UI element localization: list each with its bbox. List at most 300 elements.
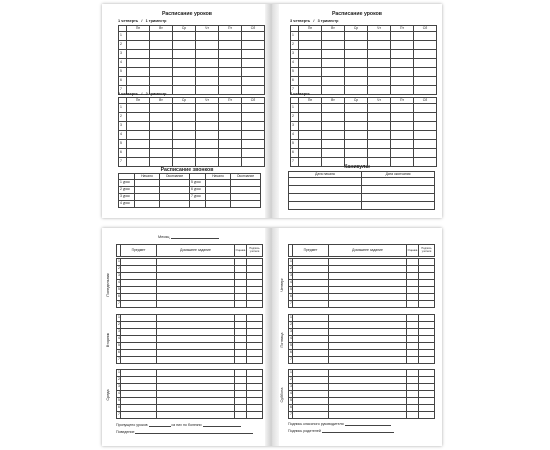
timetable-cell[interactable] [150,59,173,68]
holiday-date-cell[interactable] [289,178,362,186]
subject-cell[interactable] [121,273,157,280]
timetable-cell[interactable] [242,131,265,140]
timetable-cell[interactable] [299,59,322,68]
timetable-cell[interactable] [345,50,368,59]
homework-cell[interactable] [329,259,407,266]
timetable-cell[interactable] [322,149,345,158]
signature-cell[interactable] [419,266,435,273]
timetable-cell[interactable] [414,86,437,95]
signature-cell[interactable] [247,322,263,329]
signature-cell[interactable] [419,391,435,398]
grade-cell[interactable] [407,384,419,391]
timetable-cell[interactable] [322,131,345,140]
subject-cell[interactable] [293,315,329,322]
holiday-date-cell[interactable] [362,202,435,210]
homework-cell[interactable] [329,301,407,308]
signature-cell[interactable] [419,384,435,391]
timetable-cell[interactable] [368,68,391,77]
timetable-cell[interactable] [173,104,196,113]
timetable-cell[interactable] [345,122,368,131]
grade-cell[interactable] [235,287,247,294]
homework-cell[interactable] [329,287,407,294]
timetable-cell[interactable] [322,122,345,131]
grade-cell[interactable] [235,294,247,301]
timetable-cell[interactable] [219,86,242,95]
grade-cell[interactable] [407,280,419,287]
timetable-cell[interactable] [322,41,345,50]
grade-cell[interactable] [407,350,419,357]
subject-cell[interactable] [293,384,329,391]
timetable-cell[interactable] [173,140,196,149]
subject-cell[interactable] [121,405,157,412]
timetable-cell[interactable] [414,59,437,68]
grade-cell[interactable] [235,336,247,343]
timetable-cell[interactable] [173,149,196,158]
timetable-cell[interactable] [242,86,265,95]
signature-cell[interactable] [247,377,263,384]
grade-cell[interactable] [235,273,247,280]
signature-cell[interactable] [247,287,263,294]
timetable-cell[interactable] [150,122,173,131]
homework-cell[interactable] [329,377,407,384]
subject-cell[interactable] [293,273,329,280]
homework-cell[interactable] [329,329,407,336]
timetable-cell[interactable] [345,113,368,122]
holiday-date-cell[interactable] [289,202,362,210]
timetable-cell[interactable] [242,149,265,158]
timetable-cell[interactable] [345,104,368,113]
timetable-cell[interactable] [299,131,322,140]
timetable-cell[interactable] [299,68,322,77]
grade-cell[interactable] [407,405,419,412]
timetable-cell[interactable] [322,68,345,77]
timetable-cell[interactable] [150,104,173,113]
subject-cell[interactable] [121,294,157,301]
timetable-cell[interactable] [242,104,265,113]
timetable-cell[interactable] [391,113,414,122]
timetable-cell[interactable] [391,41,414,50]
timetable-cell[interactable] [299,77,322,86]
timetable-cell[interactable] [391,86,414,95]
subject-cell[interactable] [121,377,157,384]
grade-cell[interactable] [407,329,419,336]
timetable-cell[interactable] [150,113,173,122]
homework-cell[interactable] [329,322,407,329]
timetable-cell[interactable] [219,122,242,131]
holiday-date-cell[interactable] [362,186,435,194]
timetable-cell[interactable] [345,86,368,95]
signature-cell[interactable] [419,322,435,329]
bell-time-cell[interactable] [206,187,231,194]
subject-cell[interactable] [121,287,157,294]
subject-cell[interactable] [121,398,157,405]
timetable-cell[interactable] [196,149,219,158]
timetable-cell[interactable] [299,113,322,122]
timetable-cell[interactable] [368,122,391,131]
homework-cell[interactable] [157,384,235,391]
timetable-cell[interactable] [150,68,173,77]
holiday-date-cell[interactable] [289,186,362,194]
homework-cell[interactable] [157,315,235,322]
subject-cell[interactable] [293,287,329,294]
grade-cell[interactable] [235,350,247,357]
subject-cell[interactable] [121,391,157,398]
signature-cell[interactable] [247,391,263,398]
subject-cell[interactable] [293,377,329,384]
timetable-cell[interactable] [368,86,391,95]
homework-cell[interactable] [157,405,235,412]
timetable-cell[interactable] [196,131,219,140]
signature-cell[interactable] [247,405,263,412]
timetable-cell[interactable] [242,122,265,131]
timetable-cell[interactable] [196,50,219,59]
bell-time-cell[interactable] [206,194,231,201]
grade-cell[interactable] [407,287,419,294]
subject-cell[interactable] [121,322,157,329]
subject-cell[interactable] [121,329,157,336]
signature-cell[interactable] [419,301,435,308]
homework-cell[interactable] [157,398,235,405]
homework-cell[interactable] [329,350,407,357]
timetable-cell[interactable] [127,113,150,122]
subject-cell[interactable] [293,280,329,287]
bell-time-cell[interactable] [160,180,190,187]
grade-cell[interactable] [407,259,419,266]
timetable-cell[interactable] [127,50,150,59]
timetable-cell[interactable] [127,41,150,50]
grade-cell[interactable] [235,377,247,384]
bell-time-cell[interactable] [160,201,190,208]
subject-cell[interactable] [121,370,157,377]
timetable-cell[interactable] [414,140,437,149]
timetable-cell[interactable] [173,68,196,77]
timetable-cell[interactable] [414,32,437,41]
timetable-cell[interactable] [219,32,242,41]
homework-cell[interactable] [329,266,407,273]
timetable-cell[interactable] [414,113,437,122]
bell-time-cell[interactable] [135,187,160,194]
signature-cell[interactable] [247,301,263,308]
timetable-cell[interactable] [196,77,219,86]
homework-cell[interactable] [329,370,407,377]
homework-cell[interactable] [157,329,235,336]
timetable-cell[interactable] [322,104,345,113]
homework-cell[interactable] [157,301,235,308]
homework-cell[interactable] [157,336,235,343]
timetable-cell[interactable] [391,140,414,149]
timetable-cell[interactable] [299,122,322,131]
timetable-cell[interactable] [391,77,414,86]
signature-cell[interactable] [247,336,263,343]
timetable-cell[interactable] [322,50,345,59]
timetable-cell[interactable] [150,50,173,59]
timetable-cell[interactable] [345,32,368,41]
signature-cell[interactable] [247,384,263,391]
signature-cell[interactable] [419,280,435,287]
signature-cell[interactable] [419,336,435,343]
signature-cell[interactable] [247,329,263,336]
signature-cell[interactable] [419,370,435,377]
grade-cell[interactable] [235,259,247,266]
timetable-cell[interactable] [414,68,437,77]
timetable-cell[interactable] [196,41,219,50]
subject-cell[interactable] [293,398,329,405]
timetable-cell[interactable] [391,68,414,77]
grade-cell[interactable] [407,412,419,419]
grade-cell[interactable] [407,370,419,377]
subject-cell[interactable] [121,315,157,322]
timetable-cell[interactable] [196,113,219,122]
subject-cell[interactable] [293,322,329,329]
signature-cell[interactable] [247,266,263,273]
timetable-cell[interactable] [345,68,368,77]
grade-cell[interactable] [235,343,247,350]
grade-cell[interactable] [407,343,419,350]
grade-cell[interactable] [407,398,419,405]
timetable-cell[interactable] [414,149,437,158]
signature-cell[interactable] [419,343,435,350]
subject-cell[interactable] [121,384,157,391]
grade-cell[interactable] [235,266,247,273]
timetable-cell[interactable] [414,131,437,140]
signature-cell[interactable] [247,294,263,301]
timetable-cell[interactable] [414,122,437,131]
timetable-cell[interactable] [414,50,437,59]
holiday-date-cell[interactable] [289,194,362,202]
signature-cell[interactable] [247,412,263,419]
timetable-cell[interactable] [414,104,437,113]
timetable-cell[interactable] [322,77,345,86]
homework-cell[interactable] [329,294,407,301]
bell-time-cell[interactable] [135,201,160,208]
timetable-cell[interactable] [219,68,242,77]
grade-cell[interactable] [235,357,247,364]
timetable-cell[interactable] [219,113,242,122]
bell-time-cell[interactable] [135,194,160,201]
homework-cell[interactable] [329,384,407,391]
timetable-cell[interactable] [368,41,391,50]
subject-cell[interactable] [293,336,329,343]
bell-time-cell[interactable] [160,194,190,201]
timetable-cell[interactable] [127,158,150,167]
timetable-cell[interactable] [127,68,150,77]
timetable-cell[interactable] [219,104,242,113]
bell-time-cell[interactable] [231,180,261,187]
timetable-cell[interactable] [127,59,150,68]
timetable-cell[interactable] [345,149,368,158]
timetable-cell[interactable] [173,59,196,68]
signature-cell[interactable] [419,287,435,294]
timetable-cell[interactable] [127,149,150,158]
subject-cell[interactable] [293,259,329,266]
grade-cell[interactable] [407,315,419,322]
timetable-cell[interactable] [299,50,322,59]
timetable-cell[interactable] [219,50,242,59]
homework-cell[interactable] [329,405,407,412]
subject-cell[interactable] [293,350,329,357]
subject-cell[interactable] [293,405,329,412]
timetable-cell[interactable] [391,122,414,131]
timetable-cell[interactable] [173,32,196,41]
timetable-cell[interactable] [127,140,150,149]
timetable-cell[interactable] [345,41,368,50]
timetable-cell[interactable] [196,86,219,95]
grade-cell[interactable] [407,301,419,308]
timetable-cell[interactable] [173,50,196,59]
subject-cell[interactable] [121,412,157,419]
timetable-cell[interactable] [127,104,150,113]
timetable-cell[interactable] [368,149,391,158]
grade-cell[interactable] [407,391,419,398]
timetable-cell[interactable] [242,50,265,59]
timetable-cell[interactable] [242,32,265,41]
timetable-cell[interactable] [173,131,196,140]
timetable-cell[interactable] [299,104,322,113]
timetable-cell[interactable] [391,50,414,59]
subject-cell[interactable] [293,370,329,377]
grade-cell[interactable] [235,391,247,398]
timetable-cell[interactable] [150,32,173,41]
grade-cell[interactable] [407,322,419,329]
signature-cell[interactable] [247,350,263,357]
signature-cell[interactable] [247,398,263,405]
timetable-cell[interactable] [391,149,414,158]
homework-cell[interactable] [157,412,235,419]
timetable-cell[interactable] [127,122,150,131]
signature-cell[interactable] [247,370,263,377]
timetable-cell[interactable] [242,68,265,77]
grade-cell[interactable] [235,301,247,308]
homework-cell[interactable] [157,322,235,329]
timetable-cell[interactable] [345,140,368,149]
grade-cell[interactable] [235,398,247,405]
timetable-cell[interactable] [242,113,265,122]
grade-cell[interactable] [407,377,419,384]
homework-cell[interactable] [157,294,235,301]
timetable-cell[interactable] [173,77,196,86]
timetable-cell[interactable] [345,77,368,86]
timetable-cell[interactable] [196,140,219,149]
timetable-cell[interactable] [127,131,150,140]
timetable-cell[interactable] [299,32,322,41]
homework-cell[interactable] [329,315,407,322]
timetable-cell[interactable] [299,41,322,50]
signature-cell[interactable] [419,405,435,412]
grade-cell[interactable] [407,357,419,364]
subject-cell[interactable] [293,294,329,301]
homework-cell[interactable] [157,357,235,364]
subject-cell[interactable] [121,357,157,364]
timetable-cell[interactable] [150,131,173,140]
grade-cell[interactable] [407,273,419,280]
homework-cell[interactable] [329,412,407,419]
subject-cell[interactable] [121,301,157,308]
timetable-cell[interactable] [242,158,265,167]
homework-cell[interactable] [329,280,407,287]
homework-cell[interactable] [329,357,407,364]
bell-time-cell[interactable] [135,180,160,187]
timetable-cell[interactable] [196,32,219,41]
subject-cell[interactable] [121,259,157,266]
signature-cell[interactable] [419,329,435,336]
subject-cell[interactable] [293,266,329,273]
homework-cell[interactable] [157,370,235,377]
signature-cell[interactable] [247,357,263,364]
timetable-cell[interactable] [173,41,196,50]
timetable-cell[interactable] [299,140,322,149]
signature-cell[interactable] [419,412,435,419]
timetable-cell[interactable] [150,140,173,149]
timetable-cell[interactable] [219,149,242,158]
signature-cell[interactable] [247,315,263,322]
signature-cell[interactable] [419,350,435,357]
homework-cell[interactable] [329,273,407,280]
grade-cell[interactable] [235,329,247,336]
homework-cell[interactable] [157,377,235,384]
timetable-cell[interactable] [150,77,173,86]
holiday-date-cell[interactable] [362,178,435,186]
signature-cell[interactable] [247,259,263,266]
timetable-cell[interactable] [299,149,322,158]
homework-cell[interactable] [157,266,235,273]
homework-cell[interactable] [157,350,235,357]
homework-cell[interactable] [329,398,407,405]
timetable-cell[interactable] [368,113,391,122]
timetable-cell[interactable] [414,41,437,50]
homework-cell[interactable] [157,343,235,350]
timetable-cell[interactable] [391,32,414,41]
timetable-cell[interactable] [196,59,219,68]
subject-cell[interactable] [293,412,329,419]
timetable-cell[interactable] [368,32,391,41]
subject-cell[interactable] [121,266,157,273]
subject-cell[interactable] [293,357,329,364]
timetable-cell[interactable] [322,59,345,68]
timetable-cell[interactable] [219,59,242,68]
subject-cell[interactable] [121,343,157,350]
signature-cell[interactable] [419,273,435,280]
signature-cell[interactable] [419,398,435,405]
signature-cell[interactable] [247,343,263,350]
signature-cell[interactable] [419,377,435,384]
timetable-cell[interactable] [173,113,196,122]
timetable-cell[interactable] [322,32,345,41]
timetable-cell[interactable] [368,50,391,59]
homework-cell[interactable] [329,343,407,350]
timetable-cell[interactable] [196,104,219,113]
signature-cell[interactable] [419,315,435,322]
timetable-cell[interactable] [150,41,173,50]
timetable-cell[interactable] [322,140,345,149]
timetable-cell[interactable] [196,158,219,167]
grade-cell[interactable] [235,322,247,329]
subject-cell[interactable] [121,336,157,343]
bell-time-cell[interactable] [206,180,231,187]
timetable-cell[interactable] [127,77,150,86]
bell-time-cell[interactable] [231,201,261,208]
timetable-cell[interactable] [368,104,391,113]
signature-cell[interactable] [247,273,263,280]
timetable-cell[interactable] [242,41,265,50]
subject-cell[interactable] [293,391,329,398]
homework-cell[interactable] [329,336,407,343]
timetable-cell[interactable] [345,59,368,68]
grade-cell[interactable] [235,384,247,391]
grade-cell[interactable] [235,315,247,322]
timetable-cell[interactable] [196,122,219,131]
bell-time-cell[interactable] [231,194,261,201]
signature-cell[interactable] [419,357,435,364]
